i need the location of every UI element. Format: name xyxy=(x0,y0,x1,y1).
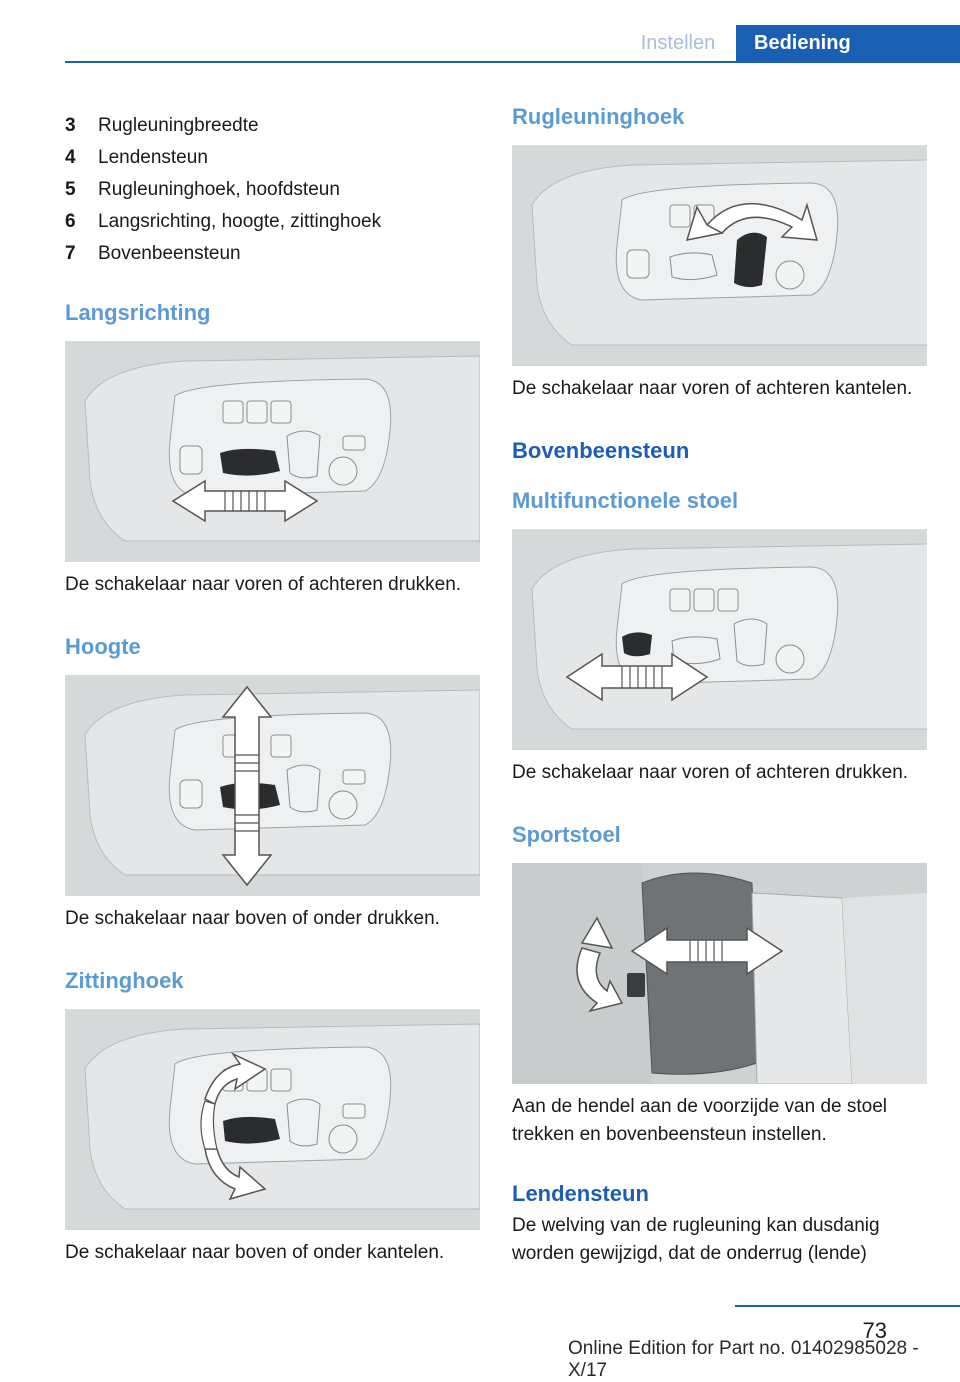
edition-footer: Online Edition for Part no. 01402985028 - X/17 xyxy=(568,1338,919,1381)
list-text: Bovenbeensteun xyxy=(98,243,241,264)
numbered-list xyxy=(65,110,480,270)
caption-hoogte: De schakelaar naar boven of onder drukken. xyxy=(65,908,440,929)
tab-instellen[interactable]: Instellen xyxy=(640,32,716,54)
list-item xyxy=(65,238,480,270)
tab-bediening[interactable]: Bediening xyxy=(736,25,960,61)
list-item xyxy=(65,110,480,142)
section-title-bovenbeensteun: Bovenbeensteun xyxy=(512,438,690,463)
caption-sportstoel-line-2: trekken en bovenbeensteun instellen. xyxy=(512,1124,827,1145)
footer-divider xyxy=(735,1305,960,1307)
caption-rugleuninghoek: De schakelaar naar voren of achteren kantelen. xyxy=(512,378,913,399)
header-divider xyxy=(65,61,960,63)
subsection-title-multifunctionele-stoel: Multifunctionele stoel xyxy=(512,488,739,513)
subsection-title-sportstoel: Sportstoel xyxy=(512,822,621,847)
section-title-langsrichting: Langsrichting xyxy=(65,300,211,325)
seat-switch-illustration-thigh-support xyxy=(512,529,927,750)
seat-switch-illustration-backrest xyxy=(512,145,927,366)
list-item xyxy=(65,174,480,206)
list-item xyxy=(65,206,480,238)
list-text: Langsrichting, hoogte, zittinghoek xyxy=(98,211,382,232)
seat-switch-illustration-longitudinal xyxy=(65,341,480,562)
body-lendensteun-line-1: De welving van de rugleuning kan dusdanig xyxy=(512,1215,880,1236)
seat-switch-illustration-seat-angle xyxy=(65,1009,480,1230)
list-number: 6 xyxy=(65,211,76,232)
section-title-zittinghoek: Zittinghoek xyxy=(65,968,184,993)
caption-langsrichting: De schakelaar naar voren of achteren drukken. xyxy=(65,574,462,595)
seat-switch-illustration-height xyxy=(65,675,480,896)
section-title-hoogte: Hoogte xyxy=(65,634,141,659)
caption-zittinghoek: De schakelaar naar boven of onder kantelen. xyxy=(65,1242,445,1263)
seat-lever-illustration-sport-seat xyxy=(512,863,927,1084)
list-number: 3 xyxy=(65,115,76,136)
body-lendensteun-line-2: worden gewijzigd, dat de onderrug (lende) xyxy=(512,1243,867,1264)
list-number: 4 xyxy=(65,147,76,168)
list-text: Rugleuninghoek, hoofdsteun xyxy=(98,179,340,200)
caption-multifunctionele-stoel: De schakelaar naar voren of achteren drukken. xyxy=(512,762,909,783)
list-number: 7 xyxy=(65,243,76,264)
list-number: 5 xyxy=(65,179,76,200)
section-title-lendensteun: Lendensteun xyxy=(512,1181,649,1206)
section-title-rugleuninghoek: Rugleuninghoek xyxy=(512,104,685,129)
page-number: 73 xyxy=(862,1318,887,1343)
list-text: Lendensteun xyxy=(98,147,208,168)
list-text: Rugleuningbreedte xyxy=(98,115,259,136)
list-item xyxy=(65,142,480,174)
caption-sportstoel-line-1: Aan de hendel aan de voorzijde van de stoel xyxy=(512,1096,887,1117)
